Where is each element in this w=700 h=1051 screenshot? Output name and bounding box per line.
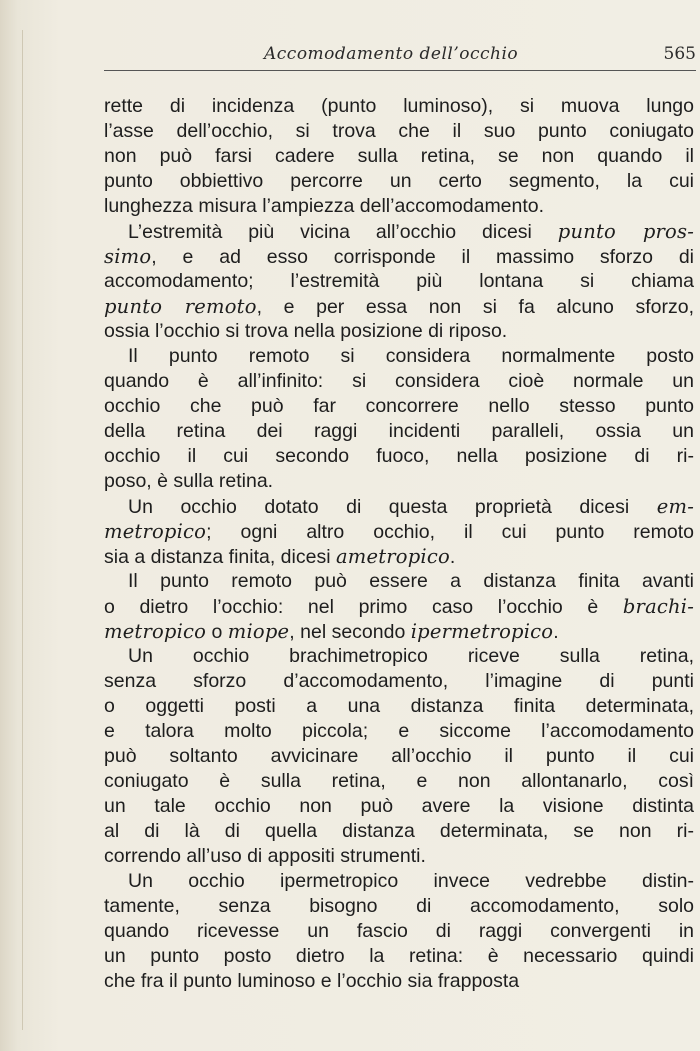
text-line — [104, 444, 694, 469]
text-line — [104, 844, 694, 869]
text-run: rette di incidenza (punto luminoso), si muova lungo — [104, 95, 694, 117]
italic-term: ametropico — [335, 545, 450, 568]
italic-term: brachi- — [622, 595, 694, 618]
text-line — [104, 319, 694, 344]
text-run: accomodamento; l’estremità più lontana si chiama — [104, 270, 694, 292]
text-run: non può farsi cadere sulla retina, se non quando il — [104, 145, 694, 167]
text-line — [104, 94, 694, 119]
text-line — [104, 569, 694, 594]
text-line — [104, 794, 694, 819]
text-run: e talora molto piccola; e siccome l’accomodamento — [104, 720, 694, 742]
text-run: o — [206, 621, 228, 643]
text-run: occhio che può far concorrere nello stesso punto — [104, 395, 694, 417]
text-run: Un occhio brachimetropico riceve sulla retina, — [128, 645, 694, 667]
text-line — [104, 169, 694, 194]
text-run: coniugato è sulla retina, e non allontanarlo, così — [104, 770, 694, 792]
text-run: che fra il punto luminoso e l’occhio sia frapposta — [104, 970, 520, 992]
text-run: quando ricevesse un fascio di raggi convergenti in — [104, 920, 694, 942]
text-line — [104, 969, 694, 994]
page-gutter-shadow — [22, 30, 23, 1030]
text-line — [104, 944, 694, 969]
text-line — [104, 244, 694, 269]
text-run: o oggetti posti a una distanza finita determinata, — [104, 695, 694, 717]
text-run: . — [449, 546, 456, 568]
text-run: ossia l’occhio si trova nella posizione di riposo. — [104, 320, 508, 342]
text-run: punto obbiettivo percorre un certo segmento, la cui — [104, 170, 694, 192]
text-run: Il punto remoto può essere a distanza finita avanti — [128, 570, 694, 592]
italic-term: punto remoto — [104, 295, 257, 318]
body-text — [104, 94, 694, 994]
text-line — [104, 819, 694, 844]
text-line — [104, 919, 694, 944]
text-run: un tale occhio non può avere la visione distinta — [104, 795, 694, 817]
text-run: , nel secondo — [289, 621, 411, 643]
italic-term: miope — [227, 620, 290, 643]
text-run: correndo all’uso di appositi strumenti. — [104, 845, 426, 867]
italic-term: ipermetropico — [410, 620, 554, 643]
text-run: della retina dei raggi incidenti paralleli, ossia un — [104, 420, 694, 442]
page-number: 565 — [663, 44, 696, 64]
header-rule — [104, 70, 696, 71]
text-run: , e ad esso corrisponde il massimo sforzo di — [151, 246, 694, 268]
italic-term: simo — [104, 245, 152, 268]
text-line — [104, 744, 694, 769]
text-run: Il punto remoto si considera normalmente posto — [128, 345, 694, 367]
text-run: un punto posto dietro la retina: è necessario quindi — [104, 945, 694, 967]
text-line — [104, 669, 694, 694]
text-run: occhio il cui secondo fuoco, nella posizione di ri- — [104, 445, 694, 467]
text-line — [104, 469, 694, 494]
text-run: ; ogni altro occhio, il cui punto remoto — [206, 521, 694, 543]
text-line — [104, 519, 694, 544]
text-run: lunghezza misura l’ampiezza dell’accomodamento. — [104, 195, 545, 217]
text-run: Un occhio dotato di questa proprietà dicesi — [128, 496, 657, 518]
text-line — [104, 294, 694, 319]
text-line — [104, 594, 694, 619]
text-run: . — [553, 621, 559, 643]
text-line — [104, 719, 694, 744]
text-run: L’estremità più vicina all’occhio dicesi — [128, 221, 558, 243]
italic-term: metropico — [104, 620, 207, 643]
text-run: , e per essa non si fa alcuno sforzo, — [256, 296, 694, 318]
italic-term: em- — [656, 495, 694, 518]
text-line — [104, 769, 694, 794]
text-line — [104, 619, 694, 644]
text-line — [104, 544, 694, 569]
text-run: o dietro l’occhio: nel primo caso l’occhio è — [104, 596, 623, 618]
text-line — [104, 419, 694, 444]
text-line — [104, 494, 694, 519]
text-line — [104, 694, 694, 719]
text-run: può soltanto avvicinare all’occhio il punto il cui — [104, 745, 694, 767]
text-line — [104, 869, 694, 894]
page-header — [104, 44, 696, 74]
text-line — [104, 369, 694, 394]
text-line — [104, 394, 694, 419]
text-run: poso, è sulla retina. — [104, 470, 274, 492]
text-run: Un occhio ipermetropico invece vedrebbe distin- — [128, 870, 694, 892]
text-line — [104, 144, 694, 169]
running-title: Accomodamento dell’occhio — [264, 44, 519, 64]
italic-term: metropico — [104, 520, 207, 543]
text-run: senza sforzo d’accomodamento, l’imagine di punti — [104, 670, 694, 692]
text-run: quando è all’infinito: si considera cioè normale un — [104, 370, 694, 392]
text-line — [104, 194, 694, 219]
text-run: sia a distanza finita, dicesi — [104, 546, 336, 568]
text-line — [104, 644, 694, 669]
text-line — [104, 344, 694, 369]
text-line — [104, 219, 694, 244]
text-line — [104, 894, 694, 919]
text-line — [104, 269, 694, 294]
text-run: al di là di quella distanza determinata, se non ri- — [104, 820, 694, 842]
text-run: tamente, senza bisogno di accomodamento, solo — [104, 895, 694, 917]
italic-term: punto pros- — [557, 220, 694, 243]
text-run: l’asse dell’occhio, si trova che il suo punto coniugato — [104, 120, 694, 142]
text-line — [104, 119, 694, 144]
